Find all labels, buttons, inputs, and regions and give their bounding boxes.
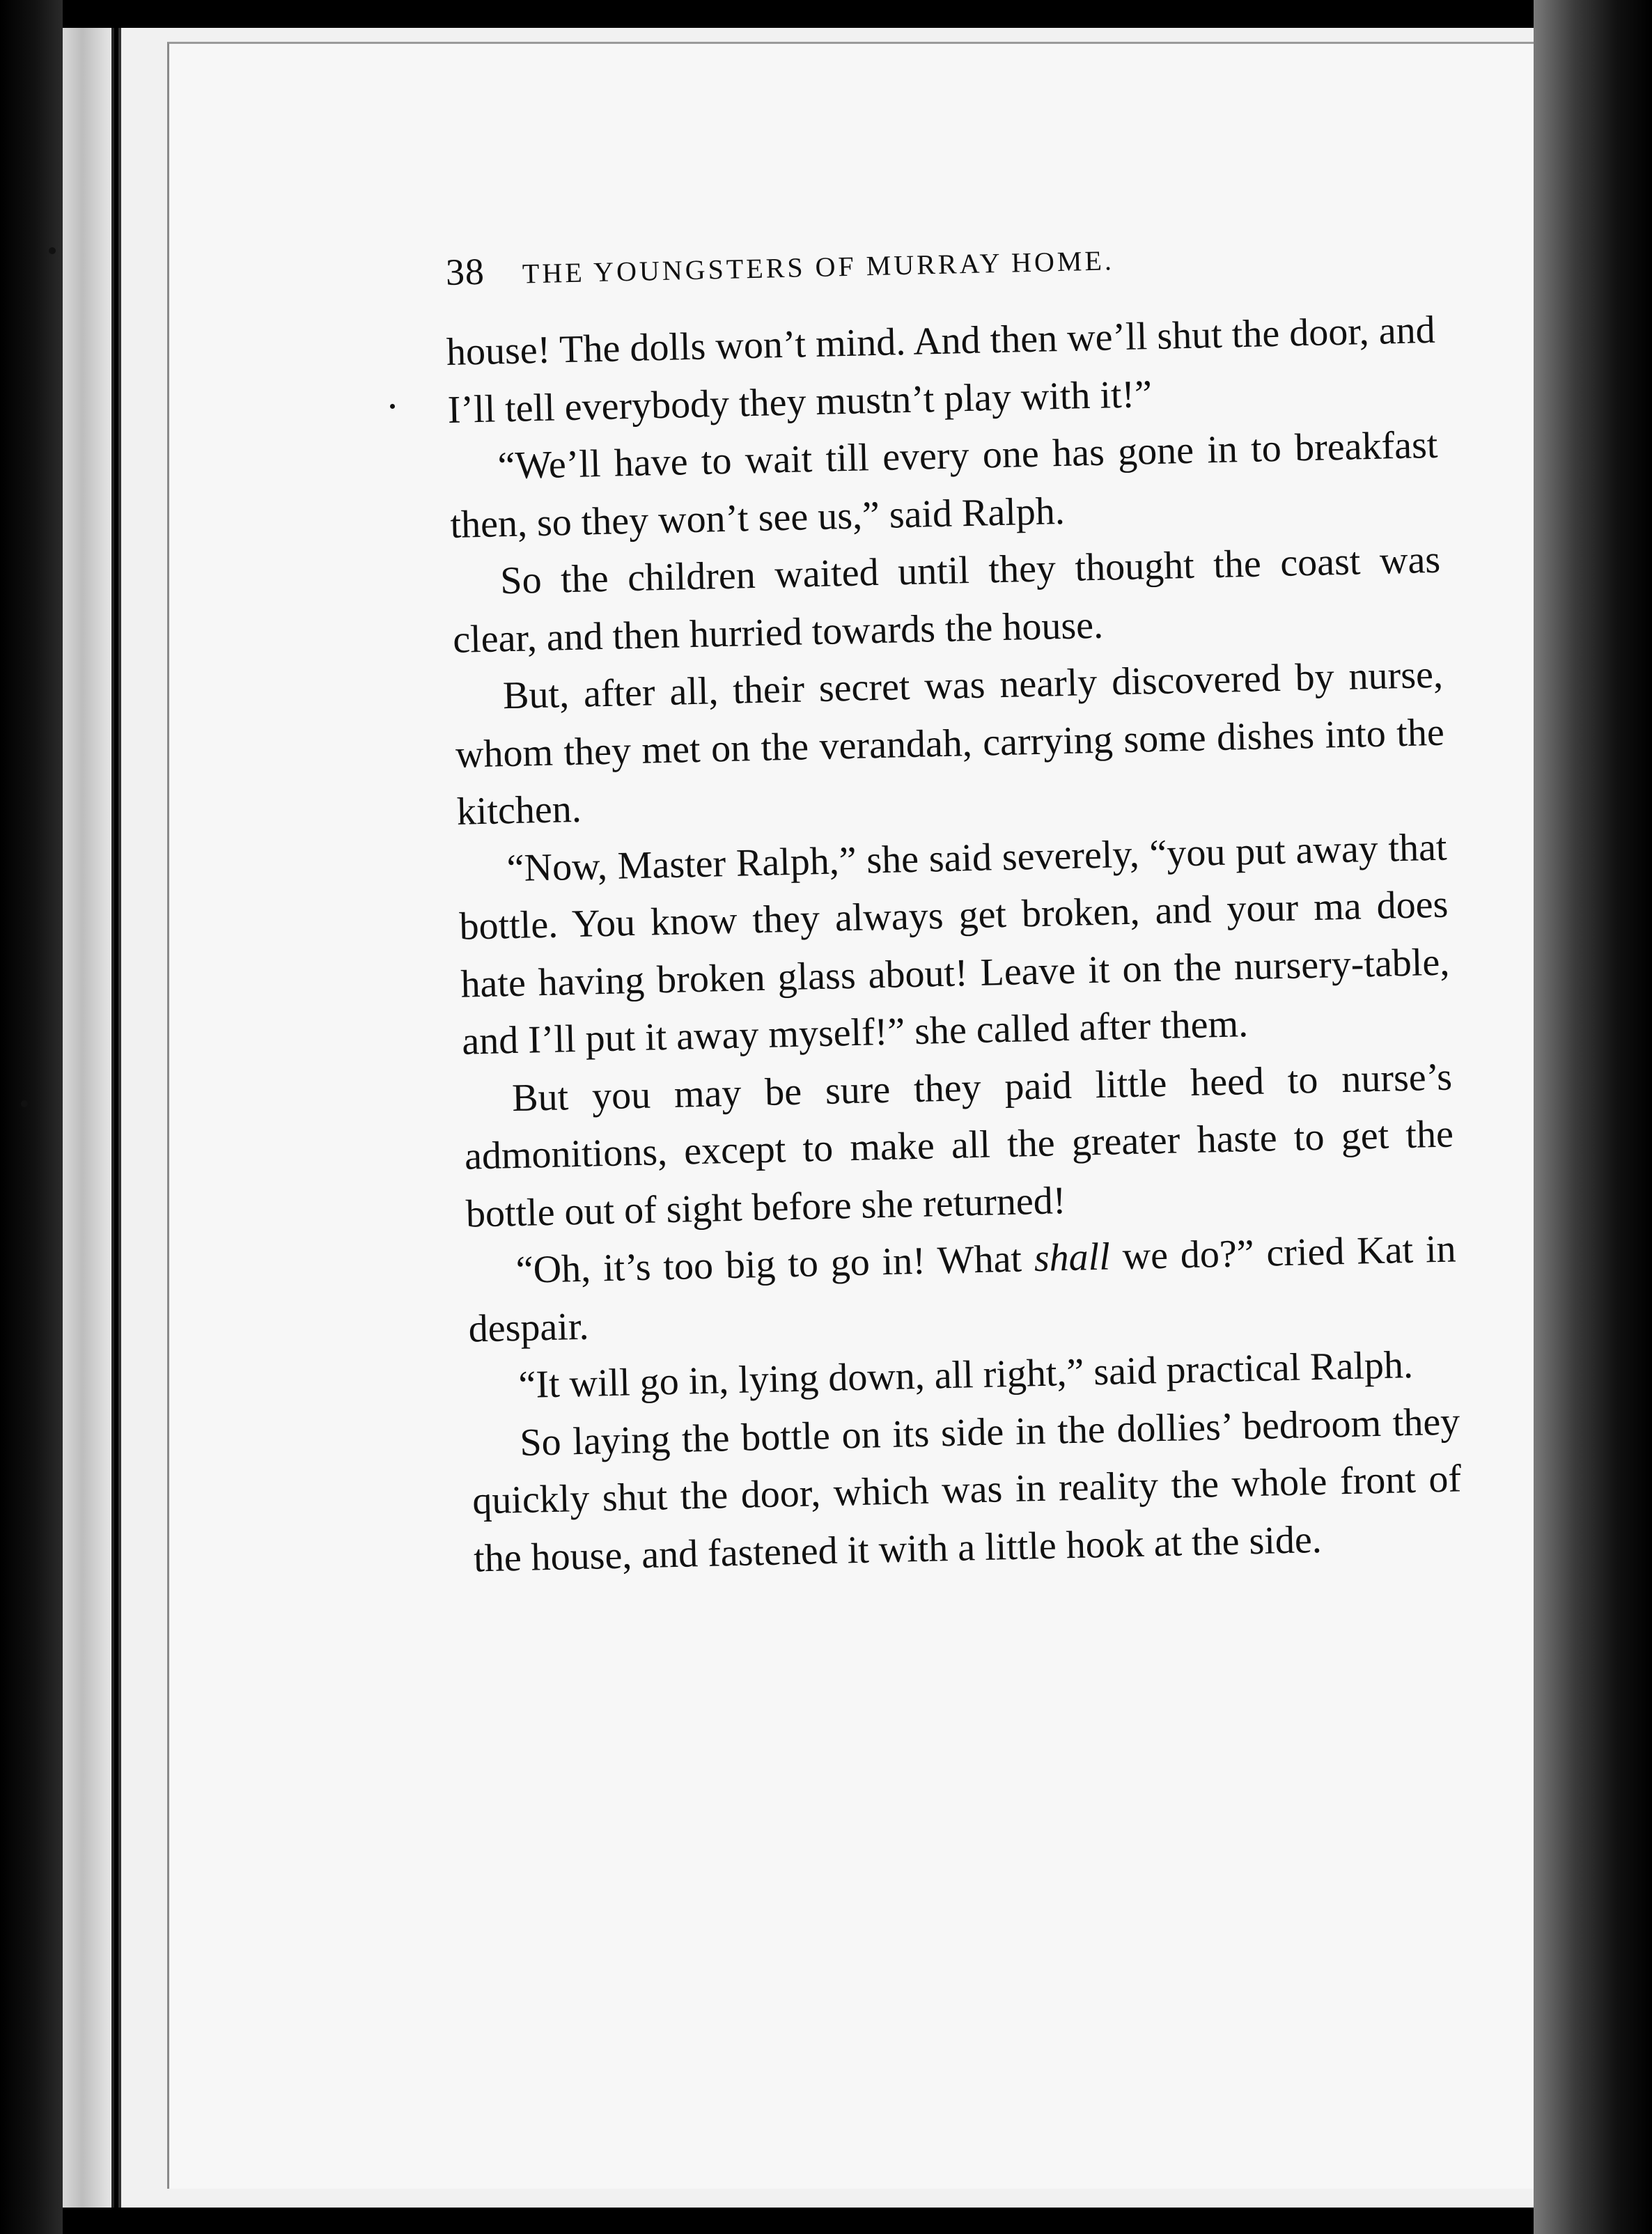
- book-spine-edge: [63, 28, 114, 2208]
- scanner-right-shadow: [1534, 0, 1652, 2234]
- emphasized-word: shall: [1034, 1235, 1111, 1281]
- paragraph: So the children waited until they thought the coast was clear, and then hurried towards the house.: [452, 538, 1441, 662]
- paragraph: But you may be sure they paid little heed to nurse’s admonitions, except to make all the greater haste to get the bottle out of sight before she returned!: [464, 1055, 1454, 1236]
- paragraph: “We’ll have to wait till every one has gone in to breakfast then, so they won’t see us,” said Ralph.: [449, 423, 1439, 547]
- paragraph: [467, 1220, 1458, 1357]
- paragraph: So laying the bottle on its side in the dollies’ bedroom they quickly shut the door, which was in reality the whole front of the house, and fastened it with a little hook at the side.: [472, 1399, 1462, 1581]
- running-title: THE YOUNGSTERS OF MURRAY HOME.: [522, 244, 1115, 290]
- body-text: [446, 302, 1463, 1588]
- page-number: 38: [445, 250, 485, 293]
- paragraph-text: we do?” cried Kat in despair.: [468, 1227, 1457, 1351]
- paragraph-text: “Oh, it’s too big to go in! What: [515, 1237, 1035, 1292]
- dust-speck: [49, 247, 56, 254]
- paragraph: “It will go in, lying down, all right,” said practical Ralph.: [517, 1343, 1414, 1407]
- paragraph: But, after all, their secret was nearly discovered by nurse, whom they met on the verandah, carrying some dishes into the kitchen.: [455, 653, 1445, 834]
- dust-speck: [21, 1100, 28, 1107]
- paragraph: “Now, Master Ralph,” she said severely, “you put away that bottle. You know they always get broken, and your ma does hate having broken glass about! Leave it on the nursery-table, and I’ll put it away myself!” she called after them.: [458, 825, 1450, 1063]
- paragraph: house! The dolls won’t mind. And then we’ll shut the door, and I’ll tell everybody they mustn’t play with it!”: [446, 308, 1436, 432]
- scanner-left-margin: [0, 0, 63, 2234]
- dust-speck: [390, 404, 395, 409]
